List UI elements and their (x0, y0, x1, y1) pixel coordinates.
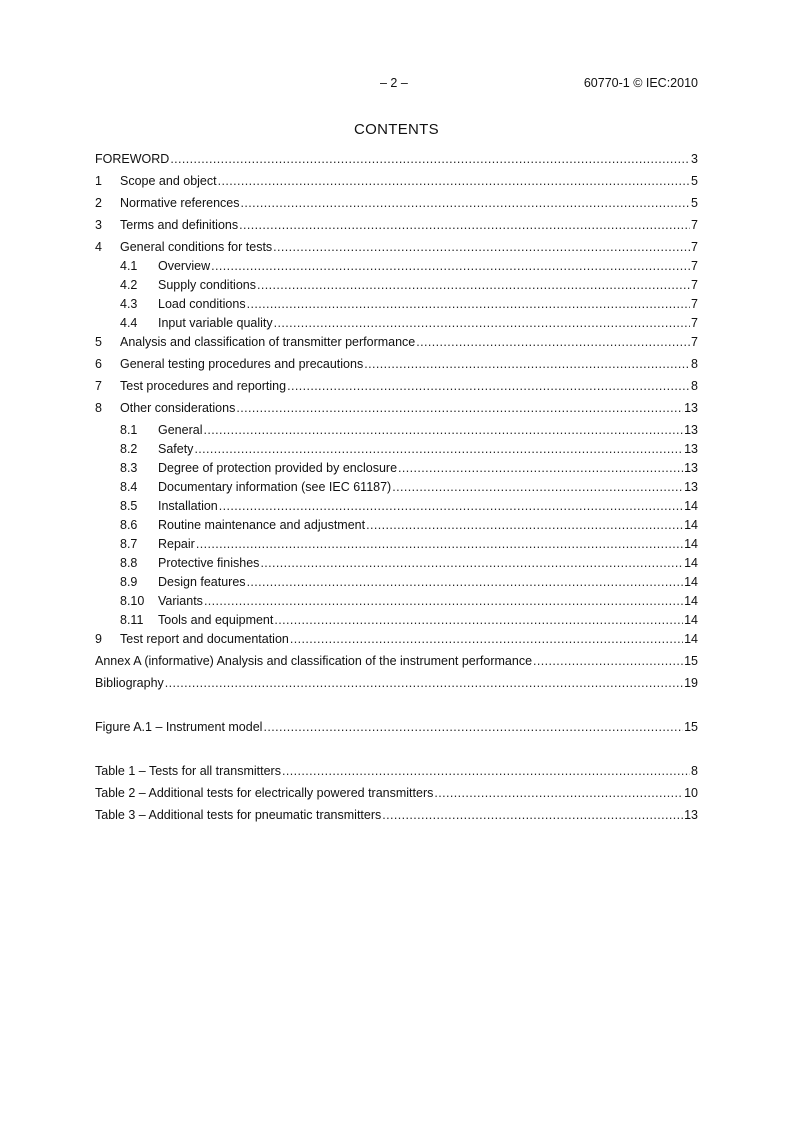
toc-entry-table-3[interactable] (95, 806, 698, 825)
toc-number: 8.2 (120, 442, 138, 456)
toc-number: 1 (95, 174, 102, 188)
toc-entry-4-4[interactable] (95, 314, 698, 333)
toc-page: 7 (691, 240, 698, 254)
toc-entry-annex-a[interactable] (95, 652, 698, 671)
toc-page: 5 (691, 196, 698, 210)
dot-leader (170, 150, 690, 169)
toc-page: 7 (691, 218, 698, 232)
toc-page: 13 (684, 442, 698, 456)
toc-label: Test report and documentation (120, 632, 289, 646)
dot-leader (260, 554, 683, 573)
toc-page: 8 (691, 764, 698, 778)
toc-number: 8.7 (120, 537, 138, 551)
toc-entry-8-11[interactable] (95, 611, 698, 630)
dot-leader (257, 276, 690, 295)
dot-leader (165, 674, 683, 693)
toc-label: General conditions for tests (120, 240, 273, 254)
dot-leader (203, 421, 683, 440)
toc-number: 7 (95, 379, 102, 393)
toc-page: 14 (684, 613, 698, 627)
toc-page: 7 (691, 316, 698, 330)
toc-label: Bibliography (95, 676, 164, 690)
dot-leader (282, 762, 690, 781)
toc-label: Variants (158, 594, 203, 608)
toc-page: 14 (684, 632, 698, 646)
toc-entry-2[interactable] (95, 194, 698, 213)
toc-number: 8.4 (120, 480, 138, 494)
toc-label: General testing procedures and precautions (120, 357, 364, 371)
dot-leader (533, 652, 683, 671)
toc-label: Scope and object (120, 174, 217, 188)
toc-label: Design features (158, 575, 246, 589)
toc-label: Terms and definitions (120, 218, 239, 232)
toc-page: 14 (684, 594, 698, 608)
page-number: – 2 – (380, 76, 408, 90)
toc-label: Documentary information (see IEC 61187) (158, 480, 392, 494)
dot-leader (239, 216, 690, 235)
toc-label: Table 3 – Additional tests for pneumatic transmitters (95, 808, 382, 822)
toc-label: Overview (158, 259, 211, 273)
toc-entry-8-8[interactable] (95, 554, 698, 573)
toc-entry-8-6[interactable] (95, 516, 698, 535)
toc-entry-8-10[interactable] (95, 592, 698, 611)
toc-entry-7[interactable] (95, 377, 698, 396)
toc-label: Routine maintenance and adjustment (158, 518, 366, 532)
toc-entry-4[interactable] (95, 238, 698, 257)
toc-page: 15 (684, 720, 698, 734)
toc-entry-bibliography[interactable] (95, 674, 698, 693)
toc-label: Degree of protection provided by enclosure (158, 461, 398, 475)
toc-number: 8.10 (120, 594, 145, 608)
toc-number: 6 (95, 357, 102, 371)
toc-page: 7 (691, 278, 698, 292)
dot-leader (236, 399, 683, 418)
toc-entry-8-1[interactable] (95, 421, 698, 440)
toc-number: 8.11 (120, 613, 144, 627)
toc-label: Installation (158, 499, 218, 513)
toc-number: 8.8 (120, 556, 138, 570)
toc-entry-9[interactable] (95, 630, 698, 649)
toc-page: 5 (691, 174, 698, 188)
toc-entry-8[interactable] (95, 399, 698, 418)
toc-entry-4-2[interactable] (95, 276, 698, 295)
dot-leader (241, 194, 691, 213)
toc-number: 8.9 (120, 575, 138, 589)
toc-label: Safety (158, 442, 194, 456)
toc-entry-1[interactable] (95, 172, 698, 191)
dot-leader (290, 630, 683, 649)
toc-entry-4-3[interactable] (95, 295, 698, 314)
dot-leader (382, 806, 683, 825)
toc-number: 8 (95, 401, 102, 415)
toc-number: 8.5 (120, 499, 138, 513)
toc-page: 14 (684, 537, 698, 551)
toc-label: Figure A.1 – Instrument model (95, 720, 263, 734)
toc-number: 4.2 (120, 278, 138, 292)
dot-leader (194, 440, 683, 459)
toc-label: Supply conditions (158, 278, 256, 292)
dot-leader (247, 573, 684, 592)
toc-label: Annex A (informative) Analysis and classification of the instrument performance (95, 654, 533, 668)
toc-label: Other considerations (120, 401, 236, 415)
toc-entry-8-7[interactable] (95, 535, 698, 554)
toc-number: 5 (95, 335, 102, 349)
dot-leader (366, 516, 683, 535)
toc-page: 7 (691, 335, 698, 349)
toc-number: 8.1 (120, 423, 138, 437)
toc-entry-4-1[interactable] (95, 257, 698, 276)
dot-leader (219, 497, 683, 516)
toc-label: Protective finishes (158, 556, 260, 570)
dot-leader (274, 611, 683, 630)
toc-label: Repair (158, 537, 195, 551)
toc-page: 13 (684, 461, 698, 475)
toc-label: FOREWORD (95, 152, 170, 166)
dot-leader (273, 238, 690, 257)
toc-entry-6[interactable] (95, 355, 698, 374)
toc-page: 13 (684, 423, 698, 437)
toc-page: 14 (684, 499, 698, 513)
toc-page: 14 (684, 518, 698, 532)
dot-leader (247, 295, 690, 314)
toc-label: Input variable quality (158, 316, 273, 330)
toc-entry-figure-a1[interactable] (95, 718, 698, 737)
toc-label: Analysis and classification of transmitter performance (120, 335, 416, 349)
toc-page: 7 (691, 259, 698, 273)
toc-entry-8-9[interactable] (95, 573, 698, 592)
toc-number: 4.3 (120, 297, 138, 311)
toc-number: 4.4 (120, 316, 138, 330)
toc-page: 13 (684, 480, 698, 494)
toc-entry-8-5[interactable] (95, 497, 698, 516)
dot-leader (416, 333, 690, 352)
toc-number: 4.1 (120, 259, 138, 273)
toc-page: 13 (684, 401, 698, 415)
table-of-contents (95, 150, 698, 825)
toc-entry-8-3[interactable] (95, 459, 698, 478)
toc-label: Tools and equipment (158, 613, 274, 627)
toc-label: Normative references (120, 196, 240, 210)
toc-entry-table-1[interactable] (95, 762, 698, 781)
toc-number: 8.3 (120, 461, 138, 475)
dot-leader (434, 784, 683, 803)
dot-leader (211, 257, 690, 276)
toc-entry-8-4[interactable] (95, 478, 698, 497)
dot-leader (274, 314, 690, 333)
toc-label: General (158, 423, 203, 437)
document-reference: 60770-1 © IEC:2010 (583, 76, 698, 90)
toc-entry-foreword[interactable] (95, 150, 698, 169)
contents-title: CONTENTS (354, 121, 439, 138)
toc-label: Table 2 – Additional tests for electrically powered transmitters (95, 786, 434, 800)
toc-number: 8.6 (120, 518, 138, 532)
toc-entry-table-2[interactable] (95, 784, 698, 803)
toc-label: Test procedures and reporting (120, 379, 287, 393)
toc-page: 3 (691, 152, 698, 166)
dot-leader (364, 355, 690, 374)
toc-page: 14 (684, 556, 698, 570)
dot-leader (196, 535, 683, 554)
toc-entry-8-2[interactable] (95, 440, 698, 459)
toc-number: 2 (95, 196, 102, 210)
toc-page: 8 (691, 357, 698, 371)
toc-page: 19 (684, 676, 698, 690)
toc-number: 9 (95, 632, 102, 646)
dot-leader (263, 718, 683, 737)
dot-leader (392, 478, 683, 497)
dot-leader (398, 459, 683, 478)
toc-entry-5[interactable] (95, 333, 698, 352)
toc-label: Load conditions (158, 297, 246, 311)
dot-leader (287, 377, 690, 396)
toc-number: 3 (95, 218, 102, 232)
toc-label: Table 1 – Tests for all transmitters (95, 764, 281, 778)
dot-leader (218, 172, 690, 191)
toc-page: 8 (691, 379, 698, 393)
toc-page: 10 (684, 786, 698, 800)
toc-page: 15 (684, 654, 698, 668)
toc-number: 4 (95, 240, 102, 254)
page-header (0, 76, 793, 94)
toc-page: 14 (684, 575, 698, 589)
dot-leader (204, 592, 683, 611)
toc-page: 7 (691, 297, 698, 311)
toc-entry-3[interactable] (95, 216, 698, 235)
toc-page: 13 (684, 808, 698, 822)
